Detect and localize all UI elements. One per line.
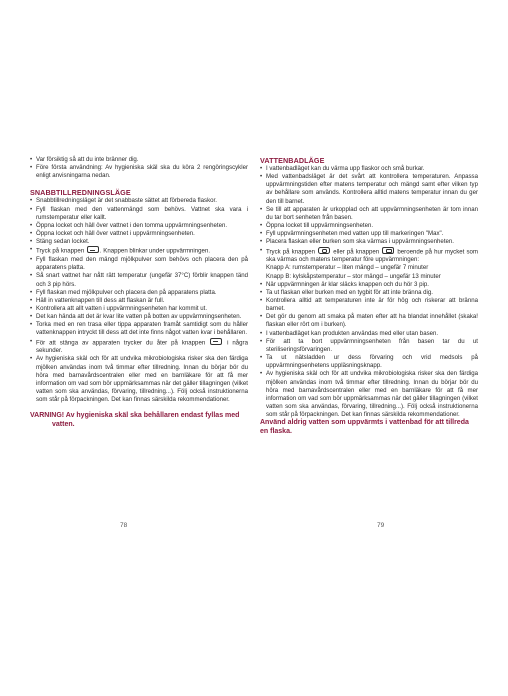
list-item: • I vattenbadläget kan du värma upp flaskor och små burkar. xyxy=(260,165,478,173)
press-text-b: . Knappen blinkar under uppvärmningen. xyxy=(99,247,211,255)
list-item: • Var försiktig så att du inte bränner dig. xyxy=(30,156,248,164)
quick-steps-list xyxy=(30,197,248,404)
sub-item-button-b: Knapp B: kylskåpstemperatur – stor mängd – ungefär 13 minuter xyxy=(266,272,441,280)
list-item: • Ta ut nätsladden ur dess förvaring och vrid medsols på uppvärmningsenhetens uppläsningsknapp. xyxy=(260,354,478,370)
sub-item-button-a: Knapp A: rumstemperatur – liten mängd – ungefär 7 minuter xyxy=(266,264,429,272)
warning-line-2: vatten. xyxy=(52,420,75,428)
list-item: • Ta ut flaskan eller burken med en tygbit för att inte bränna dig. xyxy=(260,289,478,297)
list-item-press xyxy=(260,247,478,265)
bottle-button-icon xyxy=(87,246,99,253)
page-number-left: 78 xyxy=(120,522,128,529)
intro-list xyxy=(30,156,248,180)
button-b-icon xyxy=(382,247,394,254)
list-item: • Kontrollera alltid att temperaturen inte är för hög och riskerar att bränna barnet. xyxy=(260,297,478,313)
stop-text-a: För att stänga av apparaten trycker du åter på knappen xyxy=(36,339,206,347)
list-item: • Fyll flaskan med den vattenmängd som behövs. Vattnet ska vara i rumstemperatur eller kallt. xyxy=(30,206,248,222)
section-heading-waterbath: VATTENBADLÄGE xyxy=(260,156,325,165)
list-item-stop xyxy=(30,338,248,356)
waterbath-steps-list xyxy=(260,165,478,419)
warning-line-1: VARNING! Av hygieniska skäl ska behållaren endast fyllas med xyxy=(30,412,240,420)
press-text-b: beroende på hur mycket som ska värmas och matens temperatur före uppvärmningen: xyxy=(266,248,478,264)
list-item: • Fyll flaskan med mjölkpulver och placera den på apparatens platta. xyxy=(30,289,248,297)
list-item: • Med vattenbadsläget är det svårt att kontrollera temperaturen. Anpassa uppvärmningstiden efter matens temperatur och mängd samt efter vilken typ av behållare som används. Kontrollera alltid matens temperatur innan du ger den till barnet. xyxy=(260,173,478,206)
section-heading-quick: SNABBTILLREDNINGSLÄGE xyxy=(30,188,131,198)
list-item: • Fyll uppvärmningsenheten med vatten upp till markeringen "Max". xyxy=(260,230,478,238)
press-text-or: eller på knappen xyxy=(333,248,380,256)
right-column xyxy=(260,156,478,437)
list-item: • Öppna locket till uppvärmningsenheten. xyxy=(260,222,478,230)
list-item: • Se till att apparaten är urkopplad och att uppvärmningsenheten är tom innan du tar bort senheten från basen. xyxy=(260,206,478,222)
list-item: • Av hygieniska skäl och för att undvika mikrobiologiska risker ska den färdiga mjölken användas inom två timmar efter tillredning. Innan du börjar bör du höra med barnavårdscentralen eller med en barnläkare för att få mer information om vad som bör uppmärksammas när det gäller tillagningen (vilket vatten som ska användas, förvaring, tillredning...). Följ också instruktionerna som står på förpackningen. Det kan finnas särskilda rekommendationer. xyxy=(260,370,478,419)
warning-text xyxy=(30,412,248,429)
list-item: • Det kan hända att det är kvar lite vatten på botten av uppvärmningsenheten. xyxy=(30,313,248,321)
stop-text-b: i några sekunder. xyxy=(36,339,248,355)
list-item: • Snabbtillredningsläget är det snabbaste sättet att förbereda flaskor. xyxy=(30,197,248,205)
list-item: • Öppna locket och häll över vattnet i uppvärmningsenheten. xyxy=(30,230,248,238)
press-text-a: Tryck på knappen xyxy=(36,247,85,255)
list-item: • För att ta bort uppvärmningsenheten från basen tar du ut steriliseringsförvaringen. xyxy=(260,338,478,354)
page-number-right: 79 xyxy=(377,522,385,529)
list-item: • Stäng sedan locket. xyxy=(30,238,248,246)
list-item: • Placera flaskan eller burken som ska värmas i uppvärmningsenheten. xyxy=(260,238,478,246)
list-item-press xyxy=(30,246,248,256)
left-column xyxy=(30,156,248,430)
list-item: • Fyll flaskan med den mängd mjölkpulver som behövs och placera den på apparatens platta. xyxy=(30,256,248,272)
list-item: • Häll in vattenknappen till dess att flaskan är full. xyxy=(30,297,248,305)
list-item: • Torka med en ren trasa eller tippa apparaten framåt samtidigt som du håller vattenknappen intryckt till dess att det inte finns något vatten kvar i behållaren. xyxy=(30,321,248,337)
list-item: • När uppvärmningen är klar släcks knappen och du hör 3 pip. xyxy=(260,281,478,289)
list-item: • Av hygieniska skäl och för att undvika mikrobiologiska risker ska den färdiga mjölken användas inom två timmar efter tillredning. Innan du börjar bör du höra med barnavårdscentralen eller med en barnläkare för att få mer information om vad som bör uppmärksammas när det gäller tillagningen (vilket vatten som ska användas, förvaring, tillredning...). Följ också instruktionerna som står på förpackningen. Det kan finnas särskilda rekommendationer. xyxy=(30,355,248,404)
list-item: • Det gör du genom att smaka på maten efter att ha blandat innehållet (skaka! flaskan eller rört om i burken). xyxy=(260,313,478,329)
list-item: • I vattenbadläget kan produkten användas med eller utan basen. xyxy=(260,330,478,338)
list-item: • Öppna locket och häll över vattnet i den tomma uppvärmningsenheten. xyxy=(30,222,248,230)
list-item: • Kontrollera att allt vatten i uppvärmningsenheten har kommit ut. xyxy=(30,305,248,313)
list-item: • Så snart vattnet har nått rätt temperatur (ungefär 37°C) förblir knappen tänd och 3 pip hörs. xyxy=(30,272,248,288)
bottle-button-icon xyxy=(210,338,222,345)
warning-text: Använd aldrig vatten som uppvärmts i vattenbad för att tillreda en flaska. xyxy=(260,419,469,435)
press-text-a: Tryck på knappen xyxy=(266,248,316,256)
list-item: • Före första användning: Av hygieniska skäl ska du köra 2 rengöringscykler enligt anvisningarna nedan. xyxy=(30,164,248,180)
button-a-icon xyxy=(318,247,330,254)
